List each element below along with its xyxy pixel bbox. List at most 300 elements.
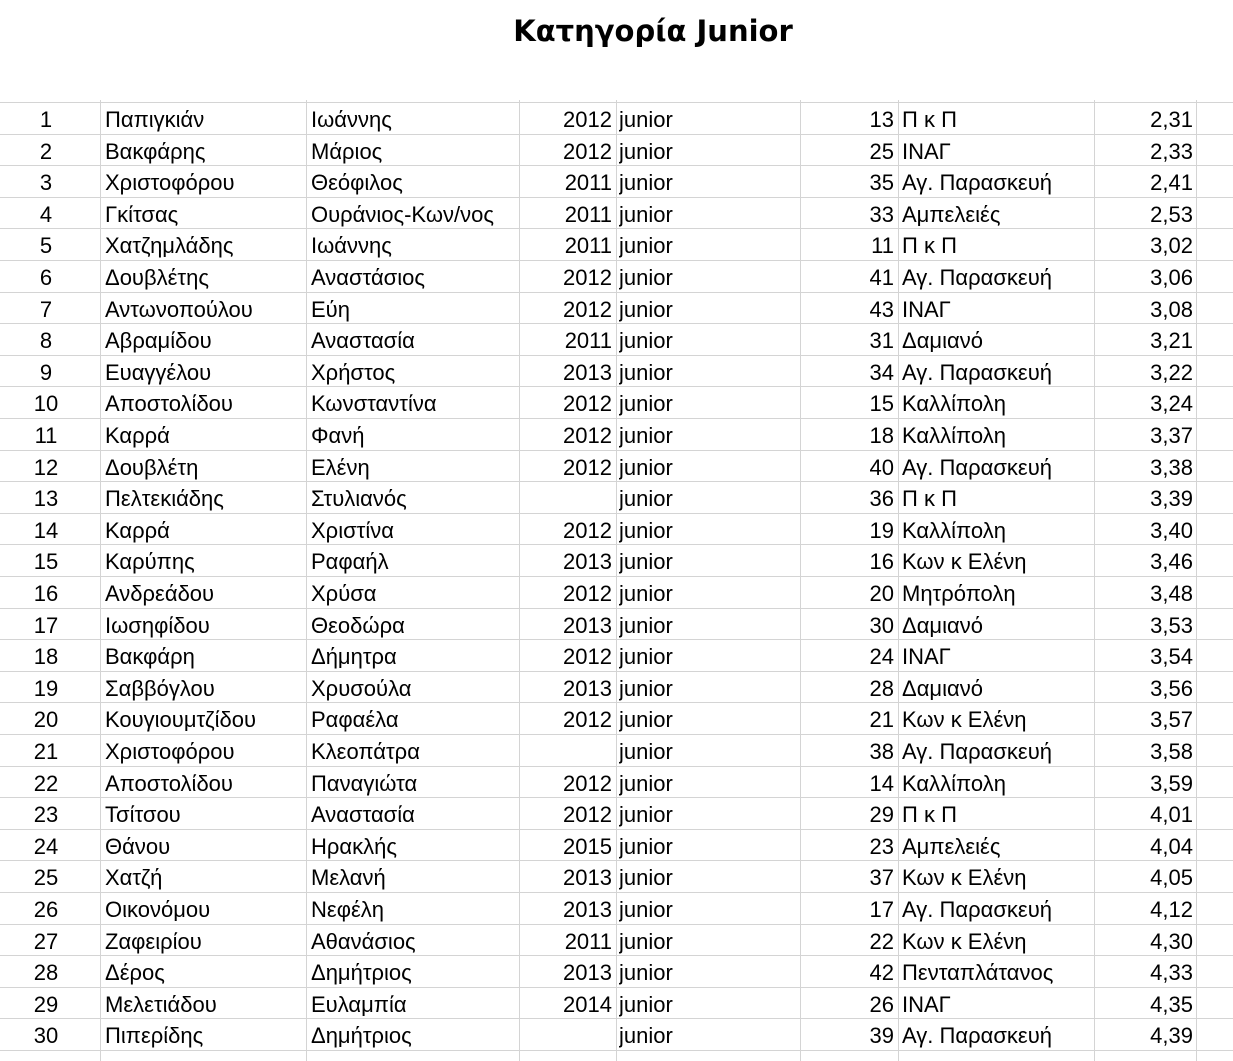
category-cell[interactable]: junior <box>619 612 673 638</box>
last-name-cell[interactable]: Δουβλέτης <box>105 265 209 290</box>
last-name-cell[interactable]: Ζαφειρίου <box>105 928 202 954</box>
bib-number-cell[interactable]: 37 <box>869 865 894 891</box>
bib-number-cell[interactable]: 30 <box>869 612 894 638</box>
table-row <box>0 702 1233 734</box>
bib-number-cell[interactable]: 11 <box>871 233 894 259</box>
last-name-cell[interactable]: Αντωνοπούλου <box>105 296 253 322</box>
time-cell[interactable]: 3,02 <box>1150 233 1193 259</box>
club-cell[interactable]: Μητρόπολη <box>902 581 1016 606</box>
club-cell[interactable]: Κων κ Ελένη <box>902 865 1027 891</box>
last-name-cell[interactable]: Χριστοφόρου <box>105 739 235 764</box>
club-cell[interactable]: Καλλίπολη <box>902 770 1006 796</box>
table-row <box>0 639 1233 671</box>
rank-cell[interactable]: 24 <box>33 833 59 859</box>
club-cell[interactable]: Αγ. Παρασκευή <box>902 359 1052 385</box>
bib-number-cell[interactable]: 40 <box>869 454 894 480</box>
row-divider <box>0 102 1233 103</box>
rank-cell[interactable]: 29 <box>33 991 59 1017</box>
bib-number-cell[interactable]: 16 <box>869 549 894 575</box>
row-divider <box>0 481 1233 482</box>
row-divider <box>0 260 1233 261</box>
last-name-cell[interactable]: Γκίτσας <box>105 201 179 227</box>
category-cell[interactable]: junior <box>619 739 673 764</box>
row-divider <box>0 734 1233 735</box>
bib-number-cell[interactable]: 14 <box>869 770 894 796</box>
table-row <box>0 924 1233 956</box>
row-divider <box>0 386 1233 387</box>
category-cell[interactable]: junior <box>619 391 673 417</box>
last-name-cell[interactable]: Χατζημλάδης <box>105 233 234 259</box>
time-cell[interactable]: 3,08 <box>1150 296 1193 322</box>
rank-cell[interactable]: 5 <box>39 233 53 259</box>
last-name-cell[interactable]: Καρρά <box>105 423 170 448</box>
table-row <box>0 860 1233 892</box>
last-name-cell[interactable]: Μελετιάδου <box>105 991 217 1017</box>
row-divider <box>0 766 1233 767</box>
club-cell[interactable]: Καλλίπολη <box>902 517 1006 543</box>
club-cell[interactable]: ΙΝΑΓ <box>902 296 951 322</box>
bib-number-cell[interactable]: 19 <box>869 517 894 543</box>
birth-year-cell[interactable] <box>522 1018 612 1050</box>
rank-cell[interactable]: 16 <box>33 581 59 606</box>
bib-number-cell[interactable]: 25 <box>869 138 894 164</box>
time-cell[interactable]: 3,59 <box>1150 770 1193 796</box>
time-cell[interactable]: 3,37 <box>1150 423 1193 448</box>
first-name-cell[interactable]: Χρυσούλα <box>311 675 412 701</box>
birth-year-cell[interactable]: 2012 <box>563 770 612 796</box>
time-cell[interactable]: 4,04 <box>1150 833 1193 859</box>
last-name-cell[interactable]: Θάνου <box>105 833 171 859</box>
bib-number-cell[interactable]: 21 <box>869 707 894 733</box>
table-row <box>0 197 1233 229</box>
row-divider <box>0 418 1233 419</box>
rank-cell[interactable]: 17 <box>33 612 59 638</box>
table-row <box>0 544 1233 576</box>
bib-number-cell[interactable]: 26 <box>869 991 894 1017</box>
first-name-cell[interactable]: Στυλιανός <box>311 486 407 512</box>
row-divider <box>0 702 1233 703</box>
club-cell[interactable]: Κων κ Ελένη <box>902 928 1027 954</box>
row-divider <box>0 576 1233 577</box>
rank-cell[interactable]: 30 <box>33 1023 59 1049</box>
club-cell[interactable]: Αμπελειές <box>902 833 1001 859</box>
club-cell[interactable]: Αγ. Παρασκευή <box>902 1023 1052 1049</box>
table-row <box>0 481 1233 513</box>
time-cell[interactable]: 4,12 <box>1150 897 1193 922</box>
rank-cell[interactable]: 8 <box>39 328 53 354</box>
last-name-cell[interactable]: Πελτεκιάδης <box>105 486 224 512</box>
bib-number-cell[interactable]: 39 <box>869 1023 894 1049</box>
bib-number-cell[interactable]: 34 <box>869 359 894 385</box>
row-divider <box>0 987 1233 988</box>
club-cell[interactable]: ΙΝΑΓ <box>902 138 951 164</box>
club-cell[interactable]: Π κ Π <box>902 107 957 132</box>
bib-number-cell[interactable]: 29 <box>869 802 894 828</box>
results-table <box>0 100 1233 1061</box>
rank-cell[interactable]: 14 <box>33 517 59 543</box>
bib-number-cell[interactable]: 43 <box>869 296 894 322</box>
time-cell[interactable]: 3,39 <box>1150 486 1193 512</box>
rank-cell[interactable]: 22 <box>33 770 59 796</box>
table-row <box>0 1018 1233 1050</box>
bib-number-cell[interactable]: 13 <box>869 107 894 132</box>
table-row <box>0 134 1233 166</box>
table-row <box>0 829 1233 861</box>
category-cell[interactable]: junior <box>619 549 673 575</box>
time-cell[interactable]: 3,54 <box>1150 644 1193 670</box>
club-cell[interactable]: Αγ. Παρασκευή <box>902 265 1052 290</box>
birth-year-cell[interactable]: 2013 <box>563 865 612 891</box>
row-divider <box>0 671 1233 672</box>
table-row <box>0 671 1233 703</box>
club-cell[interactable]: Αγ. Παρασκευή <box>902 170 1052 196</box>
category-cell[interactable]: junior <box>619 644 673 670</box>
bib-number-cell[interactable]: 20 <box>869 581 894 606</box>
first-name-cell[interactable]: Αναστάσιος <box>311 265 425 290</box>
table-row <box>0 987 1233 1019</box>
category-cell[interactable]: junior <box>619 107 673 132</box>
time-cell[interactable]: 4,39 <box>1150 1023 1193 1049</box>
birth-year-cell[interactable]: 2013 <box>563 897 612 922</box>
table-row <box>0 797 1233 829</box>
first-name-cell[interactable]: Ιωάννης <box>311 233 392 259</box>
last-name-cell[interactable]: Ευαγγέλου <box>105 359 212 385</box>
time-cell[interactable]: 2,41 <box>1150 170 1193 196</box>
club-cell[interactable]: Π κ Π <box>902 486 957 512</box>
bib-number-cell[interactable]: 15 <box>869 391 894 417</box>
rank-cell[interactable]: 10 <box>33 391 59 417</box>
last-name-cell[interactable]: Σαββόγλου <box>105 675 215 701</box>
birth-year-cell[interactable]: 2012 <box>563 454 612 480</box>
rank-cell[interactable]: 20 <box>33 707 59 733</box>
category-cell[interactable]: junior <box>619 454 673 480</box>
row-divider <box>0 1050 1233 1051</box>
row-divider <box>0 797 1233 798</box>
last-name-cell[interactable]: Αποστολίδου <box>105 770 233 796</box>
first-name-cell[interactable]: Μάριος <box>311 138 383 164</box>
last-name-cell[interactable]: Δέρος <box>105 960 165 986</box>
time-cell[interactable]: 3,22 <box>1150 359 1193 385</box>
time-cell[interactable]: 3,46 <box>1150 549 1193 575</box>
rank-cell[interactable]: 26 <box>33 897 59 922</box>
rank-cell[interactable]: 18 <box>33 644 59 670</box>
row-divider <box>0 892 1233 893</box>
birth-year-cell[interactable]: 2013 <box>563 960 612 986</box>
bib-number-cell[interactable]: 41 <box>869 265 894 290</box>
category-cell[interactable]: junior <box>619 928 673 954</box>
last-name-cell[interactable]: Χριστοφόρου <box>105 170 235 196</box>
bib-number-cell[interactable]: 28 <box>869 675 894 701</box>
page-title: Κατηγορία Junior <box>513 14 793 48</box>
first-name-cell[interactable]: Θεοδώρα <box>311 612 405 638</box>
birth-year-cell[interactable]: 2014 <box>563 991 612 1017</box>
category-cell[interactable]: junior <box>619 328 673 354</box>
time-cell[interactable]: 3,48 <box>1150 581 1193 606</box>
first-name-cell[interactable]: Παναγιώτα <box>311 770 418 796</box>
table-row <box>0 165 1233 197</box>
birth-year-cell[interactable]: 2015 <box>563 833 612 859</box>
first-name-cell[interactable]: Ραφαέλα <box>311 707 399 733</box>
row-divider <box>0 955 1233 956</box>
birth-year-cell[interactable] <box>522 734 612 766</box>
club-cell[interactable]: Κων κ Ελένη <box>902 549 1027 575</box>
birth-year-cell[interactable] <box>522 481 612 513</box>
last-name-cell[interactable]: Χατζή <box>105 865 163 891</box>
time-cell[interactable]: 3,40 <box>1150 517 1193 543</box>
category-cell[interactable]: junior <box>619 865 673 891</box>
table-row <box>0 386 1233 418</box>
category-cell[interactable]: junior <box>619 517 673 543</box>
birth-year-cell[interactable]: 2012 <box>563 707 612 733</box>
category-cell[interactable]: junior <box>619 359 673 385</box>
table-row <box>0 418 1233 450</box>
rank-cell[interactable]: 27 <box>33 928 59 954</box>
category-cell[interactable]: junior <box>619 1023 673 1049</box>
table-row <box>0 260 1233 292</box>
club-cell[interactable]: Αγ. Παρασκευή <box>902 739 1052 764</box>
birth-year-cell[interactable]: 2012 <box>563 423 612 448</box>
time-cell[interactable]: 2,31 <box>1150 107 1193 132</box>
first-name-cell[interactable]: Φανή <box>311 423 365 448</box>
category-cell[interactable]: junior <box>619 991 673 1017</box>
bib-number-cell[interactable]: 33 <box>869 201 894 227</box>
category-cell[interactable]: junior <box>619 201 673 227</box>
row-divider <box>0 513 1233 514</box>
time-cell[interactable]: 3,53 <box>1150 612 1193 638</box>
rank-cell[interactable]: 15 <box>33 549 59 575</box>
birth-year-cell[interactable]: 2012 <box>563 391 612 417</box>
bib-number-cell[interactable]: 35 <box>869 170 894 196</box>
row-divider <box>0 829 1233 830</box>
last-name-cell[interactable]: Κουγιουμτζίδου <box>105 707 256 733</box>
time-cell[interactable]: 2,33 <box>1150 138 1193 164</box>
birth-year-cell[interactable]: 2011 <box>564 233 612 259</box>
bib-number-cell[interactable]: 38 <box>869 739 894 764</box>
first-name-cell[interactable]: Χρύσα <box>311 581 377 606</box>
last-name-cell[interactable]: Τσίτσου <box>105 802 181 828</box>
row-divider <box>0 544 1233 545</box>
category-cell[interactable]: junior <box>619 802 673 828</box>
birth-year-cell[interactable]: 2013 <box>563 612 612 638</box>
club-cell[interactable]: Κων κ Ελένη <box>902 707 1027 733</box>
birth-year-cell[interactable]: 2012 <box>563 138 612 164</box>
row-divider <box>0 134 1233 135</box>
table-row <box>0 450 1233 482</box>
bib-number-cell[interactable]: 42 <box>869 960 894 986</box>
last-name-cell[interactable]: Βακφάρη <box>105 644 195 670</box>
row-divider <box>0 228 1233 229</box>
row-divider <box>0 292 1233 293</box>
rank-cell[interactable]: 3 <box>39 170 53 196</box>
bib-number-cell[interactable]: 17 <box>869 897 894 922</box>
last-name-cell[interactable]: Ανδρεάδου <box>105 581 215 606</box>
time-cell[interactable]: 3,58 <box>1150 739 1193 764</box>
rank-cell[interactable]: 12 <box>33 454 59 480</box>
last-name-cell[interactable]: Καρρά <box>105 517 170 543</box>
category-cell[interactable]: junior <box>619 486 673 512</box>
rank-cell[interactable]: 2 <box>39 138 53 164</box>
club-cell[interactable]: Πενταπλάτανος <box>902 960 1054 986</box>
last-name-cell[interactable]: Βακφάρης <box>105 138 206 164</box>
first-name-cell[interactable]: Κλεοπάτρα <box>311 739 420 764</box>
rank-cell[interactable]: 19 <box>33 675 59 701</box>
rank-cell[interactable]: 9 <box>39 359 53 385</box>
row-divider <box>0 1018 1233 1019</box>
time-cell[interactable]: 3,06 <box>1150 265 1193 290</box>
birth-year-cell[interactable]: 2012 <box>563 581 612 606</box>
table-row <box>0 355 1233 387</box>
time-cell[interactable]: 4,05 <box>1150 865 1193 891</box>
time-cell[interactable]: 3,21 <box>1150 328 1193 354</box>
birth-year-cell[interactable]: 2011 <box>564 928 612 954</box>
club-cell[interactable]: ΙΝΑΓ <box>902 991 951 1017</box>
table-row <box>0 955 1233 987</box>
club-cell[interactable]: Π κ Π <box>902 233 957 259</box>
club-cell[interactable]: Αμπελειές <box>902 201 1001 227</box>
birth-year-cell[interactable]: 2013 <box>563 359 612 385</box>
category-cell[interactable]: junior <box>619 170 673 196</box>
category-cell[interactable]: junior <box>619 233 673 259</box>
row-divider <box>0 639 1233 640</box>
first-name-cell[interactable]: Κωνσταντίνα <box>311 391 437 417</box>
row-divider <box>0 165 1233 166</box>
row-divider <box>0 355 1233 356</box>
category-cell[interactable]: junior <box>619 265 673 290</box>
birth-year-cell[interactable]: 2011 <box>564 328 612 354</box>
category-cell[interactable]: junior <box>619 770 673 796</box>
category-cell[interactable]: junior <box>619 960 673 986</box>
birth-year-cell[interactable]: 2012 <box>563 644 612 670</box>
rank-cell[interactable]: 25 <box>33 865 59 891</box>
time-cell[interactable]: 3,24 <box>1150 391 1193 417</box>
first-name-cell[interactable]: Νεφέλη <box>311 897 385 922</box>
row-divider <box>0 323 1233 324</box>
last-name-cell[interactable]: Πιπερίδης <box>105 1023 204 1049</box>
last-name-cell[interactable]: Παπιγκιάν <box>105 107 205 132</box>
time-cell[interactable]: 4,01 <box>1150 802 1193 828</box>
rank-cell[interactable]: 23 <box>33 802 59 828</box>
club-cell[interactable]: Αγ. Παρασκευή <box>902 454 1052 480</box>
birth-year-cell[interactable]: 2012 <box>563 296 612 322</box>
birth-year-cell[interactable]: 2013 <box>563 675 612 701</box>
category-cell[interactable]: junior <box>619 138 673 164</box>
last-name-cell[interactable]: Αβραμίδου <box>105 328 212 354</box>
first-name-cell[interactable]: Ραφαήλ <box>311 549 389 575</box>
birth-year-cell[interactable]: 2011 <box>564 170 612 196</box>
time-cell[interactable]: 3,38 <box>1150 454 1193 480</box>
club-cell[interactable]: Καλλίπολη <box>902 423 1006 448</box>
first-name-cell[interactable]: Ελένη <box>311 454 370 480</box>
first-name-cell[interactable]: Αθανάσιος <box>311 928 416 954</box>
table-row <box>0 576 1233 608</box>
first-name-cell[interactable]: Ουράνιος-Κων/νος <box>311 201 494 227</box>
rank-cell[interactable]: 13 <box>33 486 59 512</box>
category-cell[interactable]: junior <box>619 833 673 859</box>
first-name-cell[interactable]: Ευλαμπία <box>311 991 407 1017</box>
rank-cell[interactable]: 1 <box>39 107 53 132</box>
rank-cell[interactable]: 21 <box>33 739 59 764</box>
first-name-cell[interactable]: Αναστασία <box>311 802 415 828</box>
club-cell[interactable]: ΙΝΑΓ <box>902 644 951 670</box>
last-name-cell[interactable]: Ιωσηφίδου <box>105 612 210 638</box>
birth-year-cell[interactable]: 2012 <box>563 107 612 132</box>
bib-number-cell[interactable]: 22 <box>869 928 894 954</box>
category-cell[interactable]: junior <box>619 897 673 922</box>
rank-cell[interactable]: 7 <box>39 296 53 322</box>
time-cell[interactable]: 3,57 <box>1150 707 1193 733</box>
category-cell[interactable]: junior <box>619 296 673 322</box>
birth-year-cell[interactable]: 2012 <box>563 265 612 290</box>
club-cell[interactable]: Δαμιανό <box>902 675 983 701</box>
row-divider <box>0 924 1233 925</box>
category-cell[interactable]: junior <box>619 581 673 606</box>
birth-year-cell[interactable]: 2012 <box>563 517 612 543</box>
first-name-cell[interactable]: Δημήτριος <box>311 1023 412 1049</box>
bib-number-cell[interactable]: 31 <box>869 328 894 354</box>
first-name-cell[interactable]: Χρήστος <box>311 359 396 385</box>
bib-number-cell[interactable]: 18 <box>869 423 894 448</box>
bib-number-cell[interactable]: 23 <box>869 833 894 859</box>
table-row <box>0 228 1233 260</box>
birth-year-cell[interactable]: 2013 <box>563 549 612 575</box>
time-cell[interactable]: 2,53 <box>1150 201 1193 227</box>
bib-number-cell[interactable]: 36 <box>869 486 894 512</box>
row-divider <box>0 197 1233 198</box>
table-row <box>0 892 1233 924</box>
first-name-cell[interactable]: Αναστασία <box>311 328 415 354</box>
first-name-cell[interactable]: Θεόφιλος <box>311 170 403 196</box>
first-name-cell[interactable]: Ηρακλής <box>311 833 397 859</box>
time-cell[interactable]: 4,33 <box>1150 960 1193 986</box>
birth-year-cell[interactable]: 2012 <box>563 802 612 828</box>
club-cell[interactable]: Δαμιανό <box>902 328 983 354</box>
bib-number-cell[interactable]: 24 <box>869 644 894 670</box>
last-name-cell[interactable]: Οικονόμου <box>105 897 211 922</box>
row-divider <box>0 860 1233 861</box>
club-cell[interactable]: Καλλίπολη <box>902 391 1006 417</box>
category-cell[interactable]: junior <box>619 675 673 701</box>
club-cell[interactable]: Π κ Π <box>902 802 957 828</box>
row-divider <box>0 608 1233 609</box>
time-cell[interactable]: 3,56 <box>1150 675 1193 701</box>
table-row <box>0 323 1233 355</box>
category-cell[interactable]: junior <box>619 707 673 733</box>
category-cell[interactable]: junior <box>619 423 673 448</box>
first-name-cell[interactable]: Ιωάννης <box>311 107 392 132</box>
first-name-cell[interactable]: Δημήτριος <box>311 960 412 986</box>
table-row <box>0 102 1233 134</box>
rank-cell[interactable]: 11 <box>34 423 58 448</box>
table-row <box>0 766 1233 798</box>
time-cell[interactable]: 4,35 <box>1150 991 1193 1017</box>
table-row <box>0 608 1233 640</box>
table-row <box>0 513 1233 545</box>
last-name-cell[interactable]: Καρύπης <box>105 549 195 575</box>
first-name-cell[interactable]: Μελανή <box>311 865 386 891</box>
first-name-cell[interactable]: Χριστίνα <box>311 517 394 543</box>
rank-cell[interactable]: 4 <box>39 201 53 227</box>
club-cell[interactable]: Αγ. Παρασκευή <box>902 897 1052 922</box>
last-name-cell[interactable]: Δουβλέτη <box>105 454 199 480</box>
time-cell[interactable]: 4,30 <box>1150 928 1193 954</box>
birth-year-cell[interactable]: 2011 <box>564 201 612 227</box>
rank-cell[interactable]: 28 <box>33 960 59 986</box>
rank-cell[interactable]: 6 <box>39 265 53 290</box>
last-name-cell[interactable]: Αποστολίδου <box>105 391 233 417</box>
first-name-cell[interactable]: Εύη <box>311 296 350 322</box>
club-cell[interactable]: Δαμιανό <box>902 612 983 638</box>
first-name-cell[interactable]: Δήμητρα <box>311 644 397 670</box>
